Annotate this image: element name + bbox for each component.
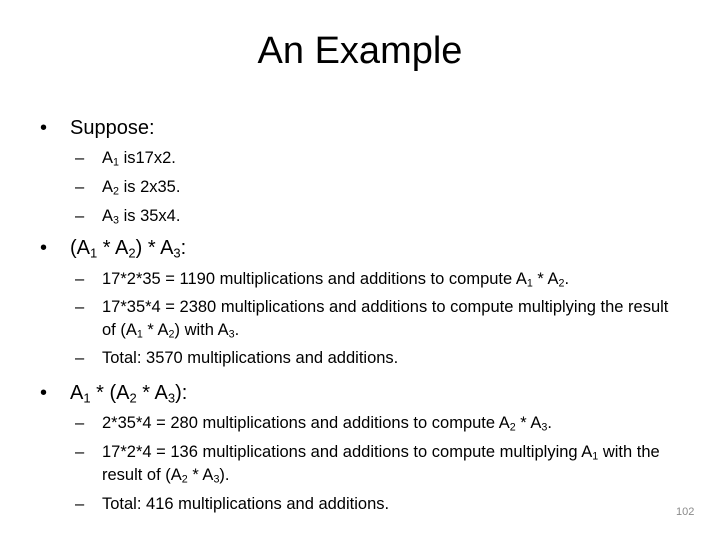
sub-item bbox=[75, 205, 675, 228]
dash-glyph: – bbox=[75, 178, 85, 196]
sub-item-text: Total: 416 multiplications and additions. bbox=[102, 495, 390, 513]
sub-item-text: $A_2$ is 2x35. bbox=[102, 178, 181, 198]
sub-item bbox=[75, 441, 675, 487]
sub-item-text: $A_3$ is 35x4. bbox=[102, 207, 181, 227]
sub-item bbox=[75, 268, 675, 291]
bullet-a1-a2a3 bbox=[40, 380, 187, 406]
dash-glyph: – bbox=[75, 298, 85, 316]
bullet-a1a2-a3 bbox=[40, 235, 186, 261]
bullet-heading: Suppose: bbox=[70, 117, 155, 139]
sub-item-text: $A_1$ is17x2. bbox=[102, 149, 176, 169]
dash-glyph: – bbox=[75, 414, 85, 432]
dash-glyph: – bbox=[75, 270, 85, 288]
dash-glyph: – bbox=[75, 207, 85, 225]
sub-item bbox=[75, 347, 675, 370]
sub-item-text: Total: 3570 multiplications and additions. bbox=[102, 349, 399, 367]
sub-item-text: 2*35*4 = 280 multiplications and additions to compute $A_2 * A_3$. bbox=[102, 414, 552, 434]
bullet-heading: $A_1 * (A_2 * A_3)$: bbox=[70, 382, 188, 406]
bullet-glyph: • bbox=[40, 117, 48, 139]
bullet-heading: $(A_1 * A_2) * A_3$: bbox=[70, 237, 187, 261]
sub-item bbox=[75, 296, 675, 342]
sub-item bbox=[75, 176, 675, 199]
dash-glyph: – bbox=[75, 495, 85, 513]
sub-item bbox=[75, 493, 675, 516]
sub-item-text: 17*2*4 = 136 multiplications and additions to compute multiplying $A_1$ with the result of $(A_2 * A_3)$. bbox=[102, 443, 660, 486]
sub-item bbox=[75, 412, 675, 435]
bullet-glyph: • bbox=[40, 382, 48, 404]
dash-glyph: – bbox=[75, 149, 85, 167]
slide-title: An Example bbox=[257, 30, 463, 72]
dash-glyph: – bbox=[75, 443, 85, 461]
dash-glyph: – bbox=[75, 349, 85, 367]
sub-item-text: 17*35*4 = 2380 multiplications and additions to compute multiplying the result of $(A_1 * A_2)$ with $A_3$. bbox=[102, 298, 669, 341]
bullet-suppose bbox=[40, 115, 155, 141]
sub-item-text: 17*2*35 = 1190 multiplications and additions to compute $A_1 * A_2$. bbox=[102, 270, 570, 290]
bullet-glyph: • bbox=[40, 237, 48, 259]
sub-item bbox=[75, 147, 675, 170]
page-number: 102 bbox=[676, 506, 695, 518]
